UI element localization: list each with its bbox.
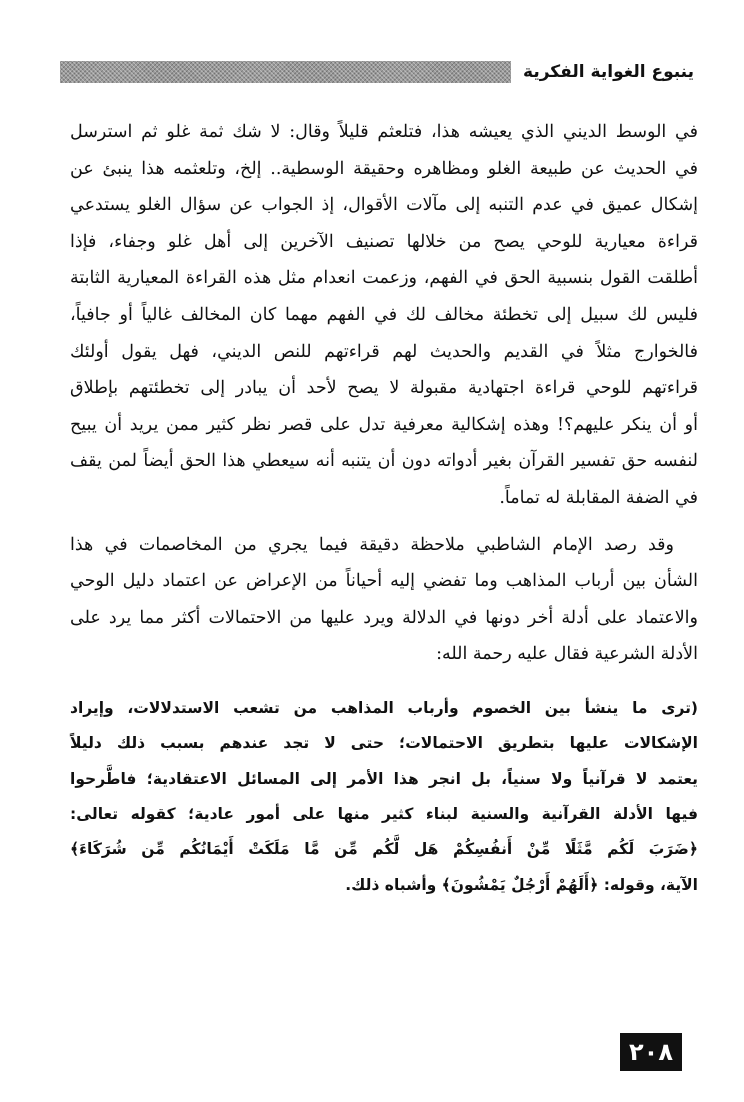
text-line: في الوسط الديني الذي يعيشه هذا، فتلعثم قليلاً وقال: لا شك ثمة غلو ثم استرسل xyxy=(70,122,698,142)
body-text xyxy=(70,114,698,903)
text-line: والاعتماد على أدلة أخر دونها في الدلالة ويرد عليها من الاحتمالات أكثر مما يرد على xyxy=(70,607,698,628)
block-quote xyxy=(70,691,698,903)
paragraph-2 xyxy=(70,527,698,673)
text-line: وقد رصد الإمام الشاطبي ملاحظة دقيقة فيما يجري من المخاصمات في هذا xyxy=(70,534,675,555)
text-line: قراءة معيارية للوحي يصح من خلالها تصنيف الآخرين إلى أهل غلو وجفاء، فإذا xyxy=(70,231,698,252)
text-line: فليس لك سبيل إلى تخطئة مخالف لك في الفهم مهما كان المخالف غالياً أو جافياً، xyxy=(70,304,698,325)
text-line: إشكال عميق في عدم التنبه إلى مآلات الأقوال، إذ الجواب عن سؤال الغلو يستدعي xyxy=(70,195,698,216)
text-line: الأدلة الشرعية فقال عليه رحمة الله: xyxy=(436,644,698,665)
paragraph-1 xyxy=(70,114,698,517)
text-line: أطلقت القول بنسبية الحق في الفهم، وزعمت انعدام مثل هذه القراءة المعيارية الثابتة xyxy=(70,268,698,289)
text-line: فالخوارج مثلاً في القديم والحديث لهم قراءتهم للنص الديني، فهل يقول أولئك xyxy=(70,341,698,362)
text-line: في الحديث عن طبيعة الغلو ومظاهره وحقيقة الوسطية.. إلخ، وتلعثمه هذا ينبئ عن xyxy=(70,158,698,179)
quote-line: يعتمد لا قرآنياً ولا سنياً، بل انجر هذا الأمر إلى المسائل الاعتقادية؛ فاطَّرحوا xyxy=(70,769,698,788)
quote-line: الإشكالات عليها بتطريق الاحتمالات؛ حتى لا تجد عندهم بسبب ذلك دليلاً xyxy=(70,734,698,753)
running-header-title: ينبوع الغواية الفكرية xyxy=(523,62,694,82)
header-decorative-bar xyxy=(60,61,511,83)
page-number: ٢٠٨ xyxy=(620,1033,682,1071)
running-header xyxy=(60,56,694,88)
quote-line: الآية، وقوله: ﴿أَلَهُمْ أَرْجُلٌ يَمْشُونَ﴾ وأشباه ذلك. xyxy=(345,875,698,894)
text-line: الشأن بين أرباب المذاهب وما تفضي إليه أحياناً من الإعراض عن اعتماد دليل الوحي xyxy=(70,571,698,592)
quran-verse-line: ﴿ضَرَبَ لَكُم مَّثَلًا مِّنْ أَنفُسِكُمْ هَل لَّكُم مِّن مَّا مَلَكَتْ أَيْمَانُكُم مِّن شُرَكَاءَ﴾ xyxy=(70,840,698,859)
text-line: قراءتهم للوحي قراءة اجتهادية مقبولة لا يصح لأحد أن يبادر إلى تخطئتهم بإطلاق xyxy=(70,378,698,399)
quote-line: (ترى ما ينشأ بين الخصوم وأرباب المذاهب من تشعب الاستدلالات، وإيراد xyxy=(70,698,698,717)
quote-line: فيها الأدلة القرآنية والسنية لبناء كثير منها على أمور عادية؛ كقوله تعالى: xyxy=(70,805,698,824)
text-line: في الضفة المقابلة له تماماً. xyxy=(499,487,698,508)
text-line: لنفسه حق تفسير القرآن بغير أدواته دون أن يتنبه أنه سيعطي هذا الحق أيضاً لمن يقف xyxy=(70,451,698,472)
text-line: أو أن ينكر عليهم؟! وهذه إشكالية معرفية تدل على قصر نظر كثير ممن يريد أن يبيح xyxy=(70,414,698,435)
